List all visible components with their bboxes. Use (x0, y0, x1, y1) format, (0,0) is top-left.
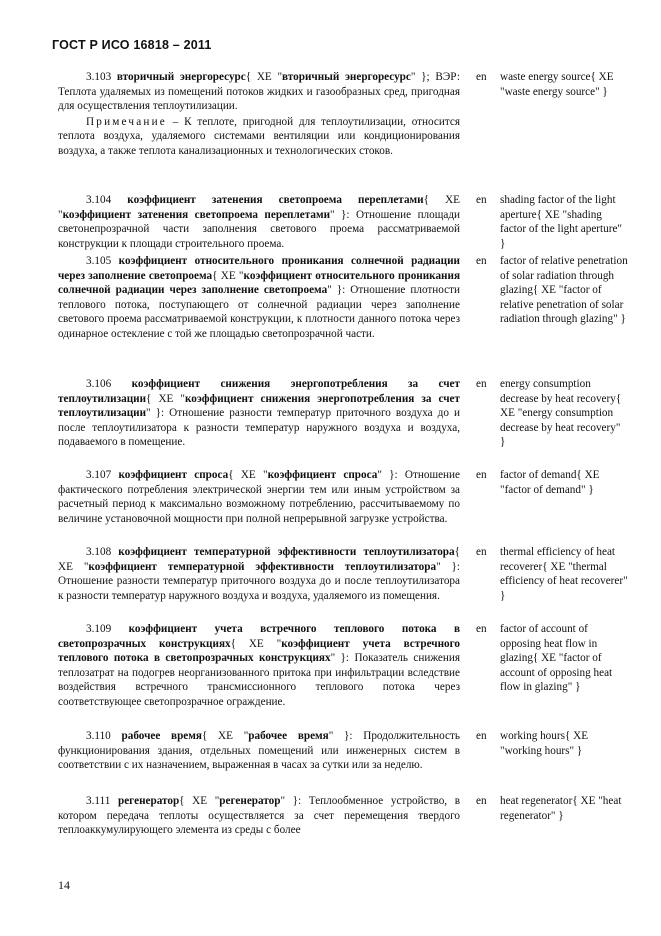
xe-term: рабочее время (248, 730, 329, 742)
english-equivalent: factor of demand{ XE "factor of demand" } (500, 469, 600, 496)
language-code: en (476, 546, 487, 558)
term-title: коэффициент температурной эффективности теплоутилизатора (118, 546, 455, 558)
term-number: 3.104 (86, 194, 112, 206)
xe-open: { XE " (58, 194, 460, 221)
xe-close: " }: (280, 795, 302, 807)
xe-close: " }: (330, 652, 350, 665)
english-equivalent: energy consumption decrease by heat recovery{ XE "energy consumption decrease by heat recovery" } (500, 378, 622, 449)
english-equivalent: heat regenerator{ XE "heat regenerator" } (500, 795, 622, 822)
xe-open: { XE " (58, 546, 460, 573)
definition-text: ВЭР: Теплота удаляемых из помещений потоков жидких и газообразных сред, пригодная для осуществления теплоутилизации. (58, 71, 460, 113)
xe-term: коэффициент относительного проникания солнечной радиации через заполнение светопроема (58, 269, 460, 297)
russian-definition (58, 545, 460, 603)
xe-close: " }: (327, 284, 346, 297)
note-text: – К теплоте, пригодной для теплоутилизации, относится теплота воздуха, удаляемого системами вентиляции или кондиционирования воздуха, а также теплота канализационных и технологических стоков. (58, 115, 460, 157)
xe-open: { XE " (179, 795, 220, 807)
xe-close: " }: (146, 407, 165, 420)
xe-open: { XE " (228, 469, 268, 481)
definition-paragraph (58, 794, 460, 838)
definition-paragraph (58, 254, 460, 342)
term-number: 3.107 (86, 469, 112, 481)
xe-close: " }: (330, 208, 350, 221)
definition-paragraph (58, 193, 460, 251)
xe-open: { XE " (201, 730, 249, 742)
note-label: Примечание (86, 115, 167, 128)
russian-definition (58, 794, 460, 838)
term-number: 3.106 (86, 378, 112, 390)
xe-close: " }: (328, 730, 353, 742)
english-equivalent: thermal efficiency of heat recoverer{ XE "thermal efficiency of heat recoverer" } (500, 546, 628, 602)
xe-term: коэффициент снижения энергопотребления за счет теплоутилизации (58, 392, 460, 420)
definition-text: Отношение фактического потребления электрической энергии тем или иным устройством за расчетный период к максимально возможному потреблению, рассчитываемому по величине установочной мощности при полной непрерывной загрузке устройства. (58, 469, 461, 525)
xe-close: " }; (410, 71, 430, 83)
term-title: коэффициент снижения энергопотребления за счет теплоутилизации (58, 378, 461, 405)
definition-text: Отношение плотности теплового потока, поступающего от солнечной радиации через заполнение светового проема рассматриваемой конструкции, к плотности данного потока через одинарное остекление с той же площадью светопрозрачной части. (58, 284, 460, 340)
note-paragraph (58, 115, 460, 159)
xe-open: { XE " (245, 71, 283, 83)
term-number: 3.111 (86, 795, 111, 807)
term-title: коэффициент затенения светопроема переплетами (127, 194, 424, 206)
term-title: коэффициент спроса (118, 469, 229, 481)
term-title: регенератор (117, 795, 180, 807)
language-code: en (476, 469, 487, 481)
language-code: en (476, 623, 487, 635)
russian-definition (58, 468, 460, 526)
russian-definition (58, 377, 460, 450)
term-title: рабочее время (121, 730, 202, 742)
language-code: en (476, 378, 487, 390)
term-title: коэффициент учета встречного теплового потока в светопрозрачных конструкциях (58, 623, 461, 650)
english-equivalent: working hours{ XE "working hours" } (500, 730, 589, 757)
definition-paragraph (58, 622, 460, 710)
definition-text: Отношение разности температур приточного воздуха до и после теплоутилизатора к разности температур наружного воздуха и воздуха, подаваемого в помещение. (58, 407, 460, 449)
xe-term: регенератор (219, 795, 281, 807)
language-code: en (476, 71, 487, 83)
language-code: en (476, 730, 487, 742)
russian-definition (58, 254, 460, 342)
english-equivalent: factor of account of opposing heat flow in glazing{ XE "factor of account of opposing heat flow in glazing" } (500, 623, 613, 694)
english-equivalent: shading factor of the light aperture{ XE "shading factor of the light aperture" } (500, 194, 622, 250)
definition-paragraph (58, 545, 460, 603)
xe-close: " }: (436, 560, 461, 573)
xe-term: коэффициент учета встречного теплового потока в светопрозрачных конструкциях (58, 637, 460, 665)
xe-term: коэффициент температурной эффективности теплоутилизатора (88, 560, 437, 573)
term-title: вторичный энергоресурс (116, 71, 246, 83)
russian-definition (58, 729, 460, 773)
definition-text: Теплообменное устройство, в котором передача теплоты осуществляется за счет перемещения твердого теплоаккумулирующего элемента из среды с более (58, 795, 461, 837)
language-code: en (476, 255, 487, 267)
english-equivalent: waste energy source{ XE "waste energy source" } (500, 71, 614, 98)
language-code: en (476, 194, 487, 206)
term-title: коэффициент относительного проникания солнечной радиации через заполнение светопроема (58, 255, 460, 282)
xe-open: { XE " (212, 269, 244, 282)
term-number: 3.109 (86, 623, 112, 635)
term-number: 3.105 (86, 255, 112, 267)
definition-text: Продолжительность функционирования здания, отдельных помещений или инженерных систем в соответствии с их назначением, выраженная в часах за сутки или за неделю. (58, 730, 460, 772)
definition-paragraph (58, 729, 460, 773)
definition-paragraph (58, 70, 460, 114)
definition-paragraph (58, 377, 460, 450)
xe-close: " }: (377, 469, 398, 481)
xe-open: { XE " (146, 392, 185, 405)
definition-text: Показатель снижения теплозатрат на подогрев неорганизованного притока при инфильтрации вследствие воздействия встречного трансмиссионного теплового потока через соответствующее светопрозрачное ограждение. (58, 652, 460, 708)
russian-definition (58, 622, 460, 710)
xe-open: { XE " (230, 637, 282, 650)
language-code: en (476, 795, 487, 807)
xe-term: вторичный энергоресурс (282, 71, 411, 83)
russian-definition (58, 193, 460, 251)
term-number: 3.108 (86, 546, 112, 558)
term-number: 3.103 (86, 71, 112, 83)
xe-term: коэффициент затенения светопроема переплетами (62, 208, 331, 221)
standard-header: ГОСТ Р ИСО 16818 – 2011 (52, 38, 212, 52)
english-equivalent: factor of relative penetration of solar radiation through glazing{ XE "factor of relative penetration of solar radiation through glazing" } (500, 255, 628, 326)
definition-text: Отношение разности температур приточного воздуха до и после теплоутилизатора к разности температур наружного воздуха и воздуха, удаляемого из помещения. (58, 575, 460, 602)
russian-definition (58, 70, 460, 159)
term-number: 3.110 (86, 730, 111, 742)
page-number: 14 (58, 878, 70, 892)
xe-term: коэффициент спроса (267, 469, 378, 481)
definition-paragraph (58, 468, 460, 526)
definition-text: Отношение площади светонепрозрачной части заполнения светового проема рассматриваемой конструкции к площади строительного проема. (58, 208, 460, 250)
